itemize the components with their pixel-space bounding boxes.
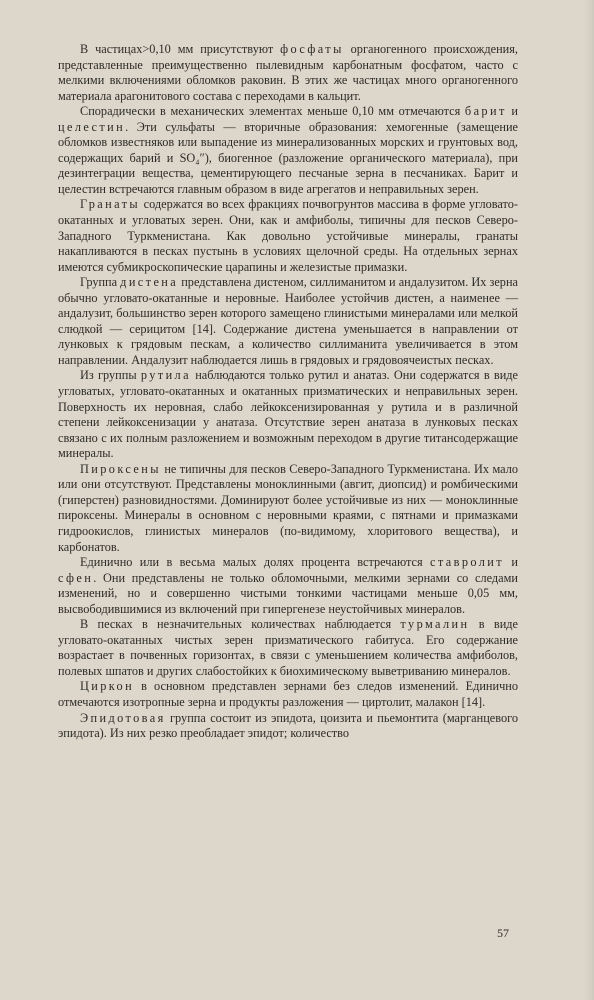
paragraph [58, 42, 518, 104]
paragraph [58, 555, 518, 617]
text-run: Группа [80, 275, 121, 290]
spaced-term: сфен [58, 570, 94, 585]
text-run: В частицах>0,10 мм присутствуют [80, 42, 281, 56]
text-run: и [506, 104, 518, 119]
text-run: в виде угловато-окатанных чистых зерен призматического габитуса. Его содержание возрастает в почвенных горизонтах, в связи с уменьшением количества амфиболов, полевых шпатов и других слабостойких к биохимическому выветриванию минералов. [58, 617, 518, 678]
spaced-term: барит [464, 104, 507, 119]
spaced-term: целестин [58, 119, 126, 134]
text-run: содержатся во всех фракциях почвогрунтов массива в форме угловато-окатанных и угловатых зерен. Они, как и амфиболы, типичны для песков Северо-Западного Туркменистана. Как довольно устойчивые минералы, гранаты накапливаются в песках пустынь в условиях щелочной среды. На отдельных зернах имеются субмикроскопические царапины и железистые примазки. [58, 197, 518, 274]
spaced-term: турмалин [400, 617, 470, 632]
text-run: Спорадически в механических элементах меньше 0,10 мм отмечаются [80, 104, 465, 119]
text-run: . Они представлены не только обломочными, мелкими зернами со следами изменений, но и совершенно чистыми тонкими частицами меньше 0,05 мм, высвободившимися из включений при гипергенезе неустойчивых минералов. [58, 570, 518, 616]
paragraph [58, 462, 518, 555]
spaced-term: ставролит [429, 555, 505, 570]
text-run: в основном представлен зернами без следов изменений. Единично отмечаются изотропные зерна и продукты разложения — циртолит, малакон [14]. [58, 679, 518, 709]
text-run: Из группы [80, 368, 141, 383]
paragraph [58, 275, 518, 368]
paragraph [58, 679, 518, 710]
spaced-term: дистена [120, 275, 179, 290]
paragraph [58, 104, 518, 197]
text-run: представлена дистеном, силлиманитом и андалузитом. Их зерна обычно угловато-окатанные и неровные. Наиболее устойчив дистен, а наименее — андалузит, большинство зерен которого замещено глинистыми минералами или мелкой слюдкой — серицитом [14]. Содержание дистена уменьшается в направлении от лунковых к грядовым пескам, а количество силлиманита увеличивается в этом направлении. Андалузит наблюдается лишь в грядовых и грядовоячеистых песках. [58, 275, 518, 367]
page-text-body [58, 42, 518, 742]
spaced-term: фосфаты [280, 42, 344, 56]
page-number: 57 [497, 926, 509, 940]
paragraph [58, 711, 518, 742]
text-run: Единично или в весьма малых долях процента встречаются [80, 555, 430, 570]
text-run: В песках в незначительных количествах наблюдается [80, 617, 401, 632]
spaced-term: Гранаты [80, 197, 141, 212]
spaced-term: Циркон [80, 679, 135, 694]
spaced-term: Эпидотовая [80, 710, 166, 725]
paragraph [58, 197, 518, 275]
page-edge-shadow [584, 0, 594, 1000]
spaced-term: рутила [140, 368, 191, 383]
paragraph [58, 617, 518, 679]
text-run: и [504, 555, 519, 570]
text-run: органогенного происхождения, представленные преимущественно пылевидным карбонатным фосфатом, часто с мелкими включениями обломков раковин. В этих же частицах много органогенного материала арагонитового состава с переходами в кальцит. [58, 42, 518, 103]
text-run: не типичны для песков Северо-Западного Туркменистана. Их мало или они отсутствуют. Представлены моноклинными (авгит, диопсид) и ромбическими (гиперстен) разновидностями. Доминируют более устойчивые из них — моноклинные пироксены. Минералы в основном с неровными краями, с пятнами и примазками гидроокислов, глинистых минералов (по-видимому, хлоритового вещества), и карбонатов. [58, 461, 518, 554]
spaced-term: Пироксены [80, 461, 161, 476]
text-run: группа состоит из эпидота, цоизита и пьемонтита (марганцевого эпидота). Из них резко преобладает эпидот; количество [58, 710, 518, 741]
paragraph [58, 368, 518, 461]
text-run: . Эти сульфаты — вторичные образования: хемогенные (замещение обломков известняков или выпадение из минерализованных морских и грунтовых вод, содержащих барий и SO₄″), биогенное (разложение органического материала), при дезинтеграции вещества, цементирующего песчаные зерна в песчаниках. Барит и целестин встречаются главным образом в виде агрегатов и неправильных зерен. [58, 119, 518, 196]
text-run: наблюдаются только рутил и анатаз. Они содержатся в виде угловатых, угловато-окатанных и окатанных призматических и неправильных зерен. Поверхность их неровная, слабо лейкоксенизированная у рутила и в различной степени лейкоксенизации у анатаза. Отсутствие зерен анатаза в лунковых песках связано с их полным разложением и возможным переходом в другие титансодержащие минералы. [58, 368, 518, 461]
